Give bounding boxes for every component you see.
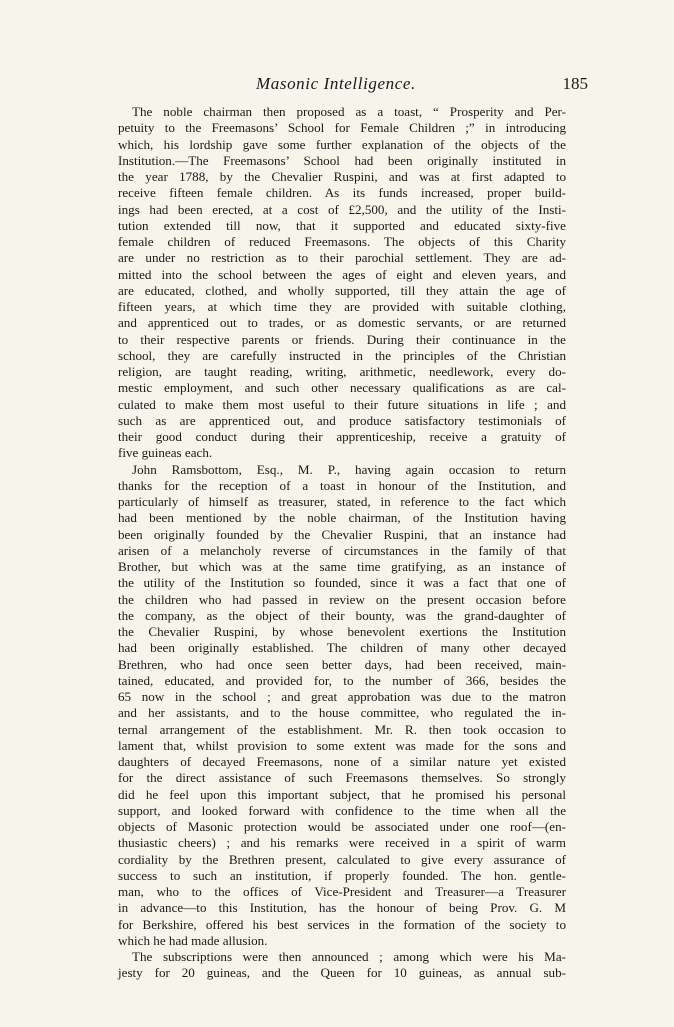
text-line: for Berkshire, offered his best services in the formation of the society to xyxy=(118,916,566,932)
text-line: the utility of the Institution so founded, since it was a fact that one of xyxy=(118,575,566,591)
text-line: ings had been erected, at a cost of £2,500, and the utility of the Insti- xyxy=(118,201,566,217)
text-line: jesty for 20 guineas, and the Queen for 10 guineas, as annual sub- xyxy=(118,965,566,981)
text-line: fifteen years, at which time they are provided with suitable clothing, xyxy=(118,299,566,314)
paragraph xyxy=(118,462,566,950)
text-line: and her assistants, and to the house committee, who regulated the in- xyxy=(118,705,566,721)
body-text xyxy=(118,104,566,982)
text-line: mestic employment, and such other necessary qualifications as are cal- xyxy=(118,380,566,396)
text-line: five guineas each. xyxy=(118,445,213,461)
text-line: are educated, clothed, and wholly supported, till they attain the age of xyxy=(118,282,566,298)
text-line: receive fifteen female children. As its funds increased, proper build- xyxy=(118,185,566,201)
text-line: their good conduct during their apprenticeship, receive a gratuity of xyxy=(118,429,566,444)
text-line: female children of reduced Freemasons. The objects of this Charity xyxy=(118,234,566,249)
text-line: the company, as the object of their bounty, was the grand-daughter of xyxy=(118,607,566,623)
text-line: tained, educated, and provided for, to the number of 366, besides the xyxy=(118,672,566,688)
text-line: been originally founded by the Chevalier Ruspini, that an instance had xyxy=(118,526,566,542)
text-line: 65 now in the school ; and great approbation was due to the matron xyxy=(118,689,566,704)
text-line: Brethren, who had once seen better days, had been received, main- xyxy=(118,656,566,672)
text-line: school, they are carefully instructed in the principles of the Christian xyxy=(118,347,566,363)
text-line: had been originally established. The children of many other decayed xyxy=(118,640,566,656)
text-line: the year 1788, by the Chevalier Ruspini, and was at first adapted to xyxy=(118,169,566,184)
text-line: to their respective parents or friends. During their continuance in the xyxy=(118,331,566,347)
text-line: success to such an institution, if properly founded. The hon. gentle- xyxy=(118,867,566,883)
text-line: for the direct assistance of such Freemasons themselves. So strongly xyxy=(118,770,566,786)
text-line: the Chevalier Ruspini, by whose benevolent exertions the Institution xyxy=(118,624,566,639)
text-line: lament that, whilst provision to some extent was made for the sons and xyxy=(118,737,566,753)
text-line: which, his lordship gave some further explanation of the objects of the xyxy=(118,136,566,152)
text-line: support, and looked forward with confidence to the time when all the xyxy=(118,802,566,818)
text-line: petuity to the Freemasons’ School for Female Children ;” in introducing xyxy=(118,120,566,136)
text-line: thanks for the reception of a toast in honour of the Institution, and xyxy=(118,477,566,493)
text-line: John Ramsbottom, Esq., M. P., having again occasion to return xyxy=(132,461,566,477)
text-line: religion, are taught reading, writing, arithmetic, needlework, every do- xyxy=(118,364,566,379)
paragraph xyxy=(118,949,566,982)
text-line: had been mentioned by the noble chairman, of the Institution having xyxy=(118,510,566,526)
text-line: arisen of a melancholy reverse of circumstances in the family of that xyxy=(118,542,566,558)
text-line: daughters of decayed Freemasons, none of a similar nature yet existed xyxy=(118,754,566,769)
text-line: The noble chairman then proposed as a toast, “ Prosperity and Per- xyxy=(132,104,566,119)
text-line: in advance—to this Institution, has the honour of being Prov. G. M xyxy=(118,900,566,916)
text-line: are under no restriction as to their parochial settlement. They are ad- xyxy=(118,250,566,266)
text-line: which he had made allusion. xyxy=(118,932,268,948)
text-line: man, who to the offices of Vice-President and Treasurer—a Treasurer xyxy=(118,884,566,899)
text-line: ternal arrangement of the establishment. Mr. R. then took occasion to xyxy=(118,721,566,737)
text-line: culated to make them most useful to their future situations in life ; and xyxy=(118,396,566,412)
text-line: objects of Masonic protection would be associated under one roof—(en- xyxy=(118,819,566,834)
text-line: mitted into the school between the ages of eight and eleven years, and xyxy=(118,266,566,282)
text-line: and apprenticed out to trades, or as domestic servants, or are returned xyxy=(118,315,566,331)
page-header xyxy=(118,74,588,98)
text-line: particularly of himself as treasurer, stated, in reference to the fact which xyxy=(118,494,566,509)
text-line: tution extended till now, that it supported and educated sixty-five xyxy=(118,217,566,233)
text-line: did he feel upon this important subject, that he promised his personal xyxy=(118,786,566,802)
text-line: Institution.—The Freemasons’ School had been originally instituted in xyxy=(118,152,566,168)
paragraph xyxy=(118,104,566,462)
text-line: The subscriptions were then announced ; among which were his Ma- xyxy=(132,949,566,964)
page-number: 185 xyxy=(562,74,588,93)
text-line: Brother, but which was at the same time gratifying, as an instance of xyxy=(118,559,566,574)
running-head: Masonic Intelligence. xyxy=(256,74,416,93)
text-line: such as are apprenticed out, and produce satisfactory testimonials of xyxy=(118,412,566,428)
text-line: cordiality by the Brethren present, calculated to give every assurance of xyxy=(118,851,566,867)
text-line: thusiastic cheers) ; and his remarks were received in a spirit of warm xyxy=(118,835,566,851)
text-line: the children who had passed in review on the present occasion before xyxy=(118,591,566,607)
